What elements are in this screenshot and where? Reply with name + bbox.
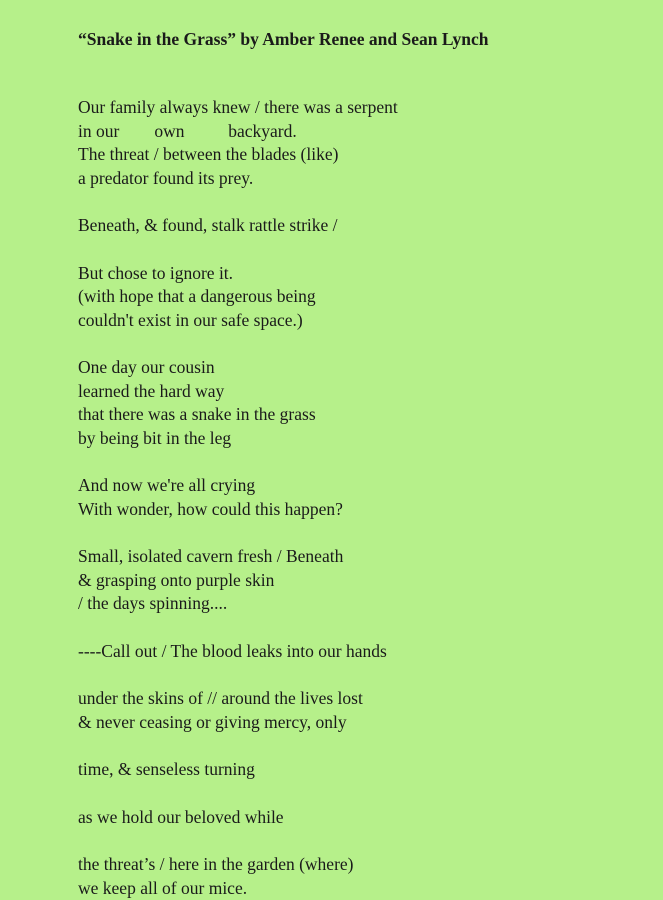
stanza [78, 214, 623, 238]
poem-line: Our family always knew / there was a serpent [78, 96, 623, 120]
poem-line: (with hope that a dangerous being [78, 285, 623, 309]
poem-line: & grasping onto purple skin [78, 569, 623, 593]
poem-line: Small, isolated cavern fresh / Beneath [78, 545, 623, 569]
stanza [78, 96, 623, 190]
poem-line: ----Call out / The blood leaks into our hands [78, 640, 623, 664]
page-title: “Snake in the Grass” by Amber Renee and Sean Lynch [78, 22, 623, 52]
poem-line: & never ceasing or giving mercy, only [78, 711, 623, 735]
poem-line: learned the hard way [78, 380, 623, 404]
poem-line: But chose to ignore it. [78, 262, 623, 286]
stanza [78, 640, 623, 664]
poem-line: a predator found its prey. [78, 167, 623, 191]
poem-line: One day our cousin [78, 356, 623, 380]
poem-line: in our own backyard. [78, 120, 623, 144]
poem-line: under the skins of // around the lives lost [78, 687, 623, 711]
stanza [78, 758, 623, 782]
stanza [78, 545, 623, 616]
stanza [78, 806, 623, 830]
poem-line: Beneath, & found, stalk rattle strike / [78, 214, 623, 238]
poem-line: couldn't exist in our safe space.) [78, 309, 623, 333]
poem-line: we keep all of our mice. [78, 877, 623, 900]
poem-line: And now we're all crying [78, 474, 623, 498]
poem-line: With wonder, how could this happen? [78, 498, 623, 522]
poem-line: by being bit in the leg [78, 427, 623, 451]
poem-line: that there was a snake in the grass [78, 403, 623, 427]
stanza [78, 474, 623, 521]
stanza [78, 356, 623, 450]
stanza [78, 262, 623, 333]
poem-body [78, 96, 623, 900]
poem-line: as we hold our beloved while [78, 806, 623, 830]
stanza [78, 853, 623, 900]
stanza [78, 687, 623, 734]
poem-line: time, & senseless turning [78, 758, 623, 782]
poem-line: the threat’s / here in the garden (where) [78, 853, 623, 877]
poem-line: / the days spinning.... [78, 592, 623, 616]
poem-line: The threat / between the blades (like) [78, 143, 623, 167]
